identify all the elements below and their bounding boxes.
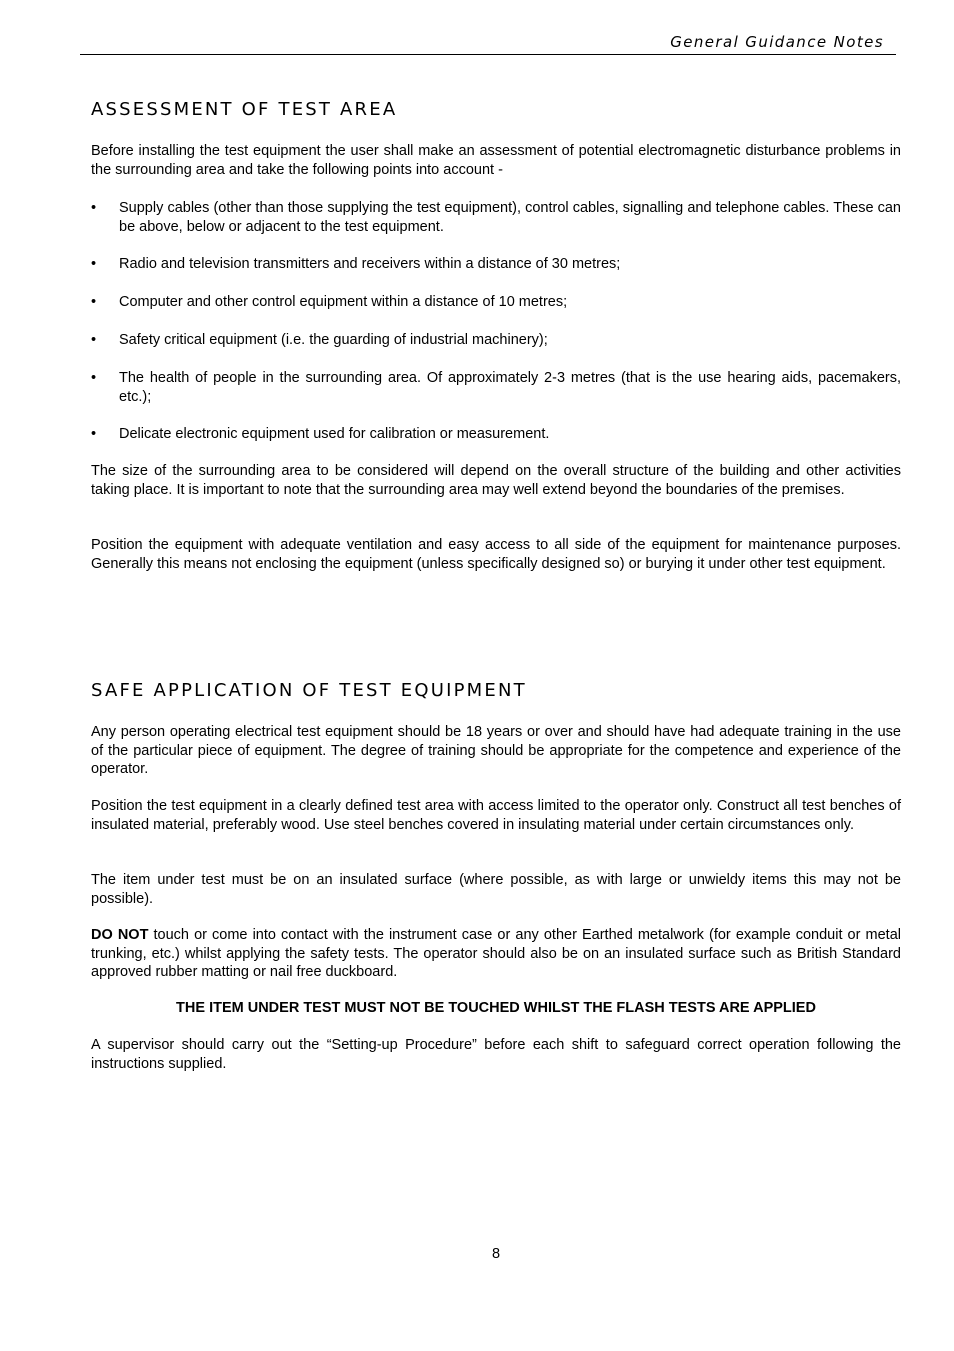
- list-item: [91, 331, 901, 350]
- supervisor-paragraph: A supervisor should carry out the “Setting-up Procedure” before each shift to safeguard correct operation following the instructions supplied.: [91, 1037, 901, 1072]
- bullet-marker: •: [91, 370, 97, 386]
- bullet-marker: •: [91, 294, 97, 310]
- flash-test-warning: THE ITEM UNDER TEST MUST NOT BE TOUCHED WHILST THE FLASH TESTS ARE APPLIED: [176, 1000, 816, 1016]
- do-not-text: touch or come into contact with the instrument case or any other Earthed metalwork (for example conduit or metal trunking, etc.) whilst applying the safety tests. The operator should also be on an insulated surface such as British Standard approved rubber matting or nail free duckboard.: [91, 927, 901, 980]
- bullet-marker: •: [91, 426, 97, 442]
- list-item-text: Radio and television transmitters and receivers within a distance of 30 metres;: [119, 256, 621, 272]
- test-area-paragraph: Position the test equipment in a clearly defined test area with access limited to the operator only. Construct all test benches of insulated material, preferably wood. Use steel benches covered in insulating material under certain circumstances only.: [91, 798, 901, 833]
- list-item-text: Delicate electronic equipment used for calibration or measurement.: [119, 426, 550, 442]
- operator-training-paragraph: Any person operating electrical test equipment should be 18 years or over and should have had adequate training in the use of the particular piece of equipment. The degree of training should be appropriate for the competence and experience of the operator.: [91, 724, 901, 777]
- header-divider: [80, 54, 896, 55]
- list-item: [91, 425, 901, 444]
- running-header-title: General Guidance Notes: [670, 33, 884, 51]
- list-item-text: Supply cables (other than those supplying the test equipment), control cables, signalling and telephone cables. These can be above, below or adjacent to the test equipment.: [119, 200, 901, 235]
- list-item: [91, 199, 901, 236]
- list-item: [91, 369, 901, 406]
- list-item-text: Safety critical equipment (i.e. the guarding of industrial machinery);: [119, 332, 548, 348]
- do-not-touch-paragraph: [91, 926, 901, 982]
- bullet-marker: •: [91, 256, 97, 272]
- do-not-emphasis: DO NOT: [91, 927, 149, 943]
- list-item-text: Computer and other control equipment within a distance of 10 metres;: [119, 294, 568, 310]
- assessment-intro-paragraph: Before installing the test equipment the user shall make an assessment of potential electromagnetic disturbance problems in the surrounding area and take the following points into account -: [91, 143, 901, 178]
- bullet-marker: •: [91, 332, 97, 348]
- bullet-marker: •: [91, 200, 97, 216]
- list-item: [91, 293, 901, 312]
- list-item: [91, 255, 901, 274]
- insulated-surface-paragraph: The item under test must be on an insulated surface (where possible, as with large or unwieldy items this may not be possible).: [91, 872, 901, 907]
- page-number: 8: [491, 1246, 501, 1262]
- ventilation-paragraph: Position the equipment with adequate ventilation and easy access to all side of the equipment for maintenance purposes. Generally this means not enclosing the equipment (unless specifically designed so) or burying it under other test equipment.: [91, 537, 901, 572]
- surrounding-area-paragraph: The size of the surrounding area to be considered will depend on the overall structure of the building and other activities taking place. It is important to note that the surrounding area may well extend beyond the boundaries of the premises.: [91, 463, 901, 498]
- list-item-text: The health of people in the surrounding area. Of approximately 2-3 metres (that is the use hearing aids, pacemakers, etc.);: [119, 370, 901, 405]
- section-heading-safe-application: SAFE APPLICATION OF TEST EQUIPMENT: [91, 680, 527, 701]
- section-heading-assessment: ASSESSMENT OF TEST AREA: [91, 99, 398, 120]
